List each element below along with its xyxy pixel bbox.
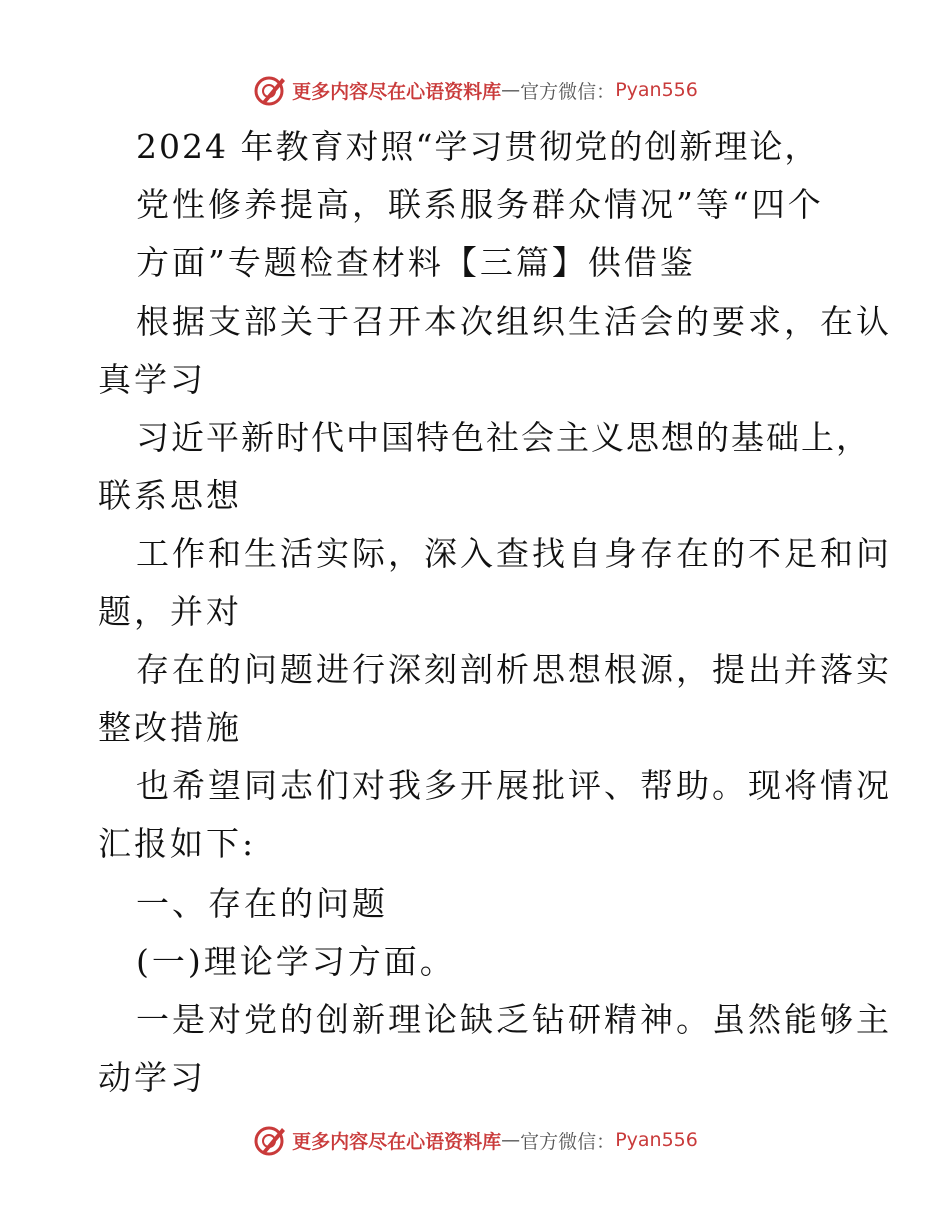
doc-paragraph-line: 存在的问题进行深刻剖析思想根源，提出并落实 xyxy=(136,650,892,689)
watermark-wechat-label: 官方微信： xyxy=(520,1130,616,1153)
watermark-wechat-label: 官方微信： xyxy=(520,80,616,103)
doc-paragraph-line: 一是对党的创新理论缺乏钻研精神。虽然能够主 xyxy=(136,1000,892,1039)
watermark-title: 更多内容尽在心语资料库 xyxy=(292,80,502,103)
doc-section-heading: 一、存在的问题 xyxy=(136,884,388,923)
doc-paragraph-line: 题，并对 xyxy=(98,592,242,631)
watermark-header xyxy=(0,70,950,110)
doc-paragraph-line: 动学习 xyxy=(98,1058,206,1097)
doc-paragraph-line: 联系思想 xyxy=(98,476,242,515)
quill-logo-icon xyxy=(252,1122,288,1158)
doc-title-line-1: 2024 年教育对照“学习贯彻党的创新理论， xyxy=(136,127,820,166)
doc-title-line-2: 党性修养提高，联系服务群众情况”等“四个 xyxy=(136,185,824,224)
doc-paragraph-line: 真学习 xyxy=(98,360,206,399)
doc-paragraph-line: 整改措施 xyxy=(98,708,242,747)
doc-title-line-3: 方面”专题检查材料【三篇】供借鉴 xyxy=(136,243,696,282)
doc-subsection-heading: (一)理论学习方面。 xyxy=(136,942,456,981)
watermark-dash: — xyxy=(501,79,521,101)
watermark-footer xyxy=(0,1120,950,1160)
doc-paragraph-line: 根据支部关于召开本次组织生活会的要求，在认 xyxy=(136,302,892,341)
doc-paragraph-line: 也希望同志们对我多开展批评、帮助。现将情况 xyxy=(136,766,892,805)
watermark-wechat-id: Pyan556 xyxy=(615,79,698,101)
doc-paragraph-line: 工作和生活实际，深入查找自身存在的不足和问 xyxy=(136,534,892,573)
doc-paragraph-line: 习近平新时代中国特色社会主义思想的基础上， xyxy=(136,418,871,457)
quill-logo-icon xyxy=(252,72,288,108)
doc-paragraph-line: 汇报如下: xyxy=(98,824,257,863)
watermark-title: 更多内容尽在心语资料库 xyxy=(292,1130,502,1153)
watermark-dash: — xyxy=(501,1129,521,1151)
watermark-wechat-id: Pyan556 xyxy=(615,1129,698,1151)
